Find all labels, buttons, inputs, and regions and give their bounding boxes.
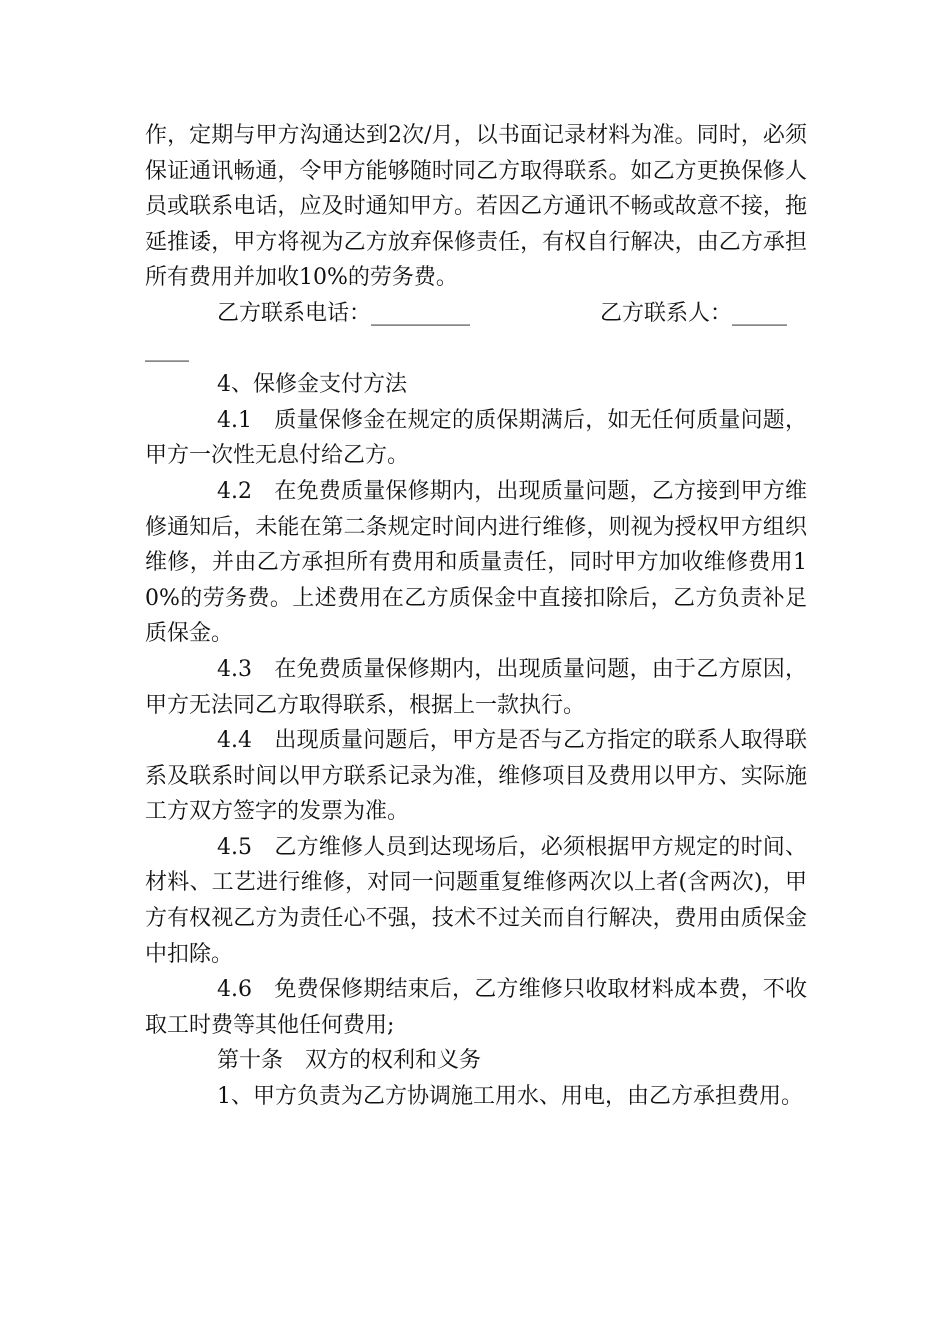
clause-4-3: 4.3 在免费质量保修期内，出现质量问题，由于乙方原因，甲方无法同乙方取得联系，根据上一款执行。 [145, 656, 807, 718]
clause-4-6: 4.6 免费保修期结束后，乙方维修只收取材料成本费，不收取工时费等其他任何费用; [145, 977, 807, 1038]
contact-line [145, 296, 807, 332]
clause-4-4: 4.4 出现质量问题后，甲方是否与乙方指定的联系人取得联系及联系时间以甲方联系记录为准，维修项目及费用以甲方、实际施工方双方签字的发票为准。 [145, 728, 807, 825]
section-heading-4: 4、保修金支付方法 [217, 372, 407, 398]
contact-person-field: 乙方联系人：_____ [600, 300, 788, 326]
paragraph-communication: 作，定期与甲方沟通达到2次/月，以书面记录材料为准。同时，必须保证通讯畅通，令甲方能够随时同乙方取得联系。如乙方更换保修人员或联系电话，应及时通知甲方。若因乙方通讯不畅或故意不接，拖延推诿，甲方将视为乙方放弃保修责任，有权自行解决，由乙方承担所有费用并加收10%的劳务费。 [145, 123, 807, 291]
clause-4-1: 4.1 质量保修金在规定的质保期满后，如无任何质量问题，甲方一次性无息付给乙方。 [145, 407, 807, 469]
article-10-clause-1: 1、甲方负责为乙方协调施工用水、用电，由乙方承担费用。 [217, 1084, 803, 1110]
contact-person-blank-continued: ____ [145, 336, 189, 362]
document-body [145, 118, 807, 1115]
article-10-heading: 第十条 双方的权利和义务 [217, 1048, 482, 1074]
contact-phone-field: 乙方联系电话：_________ [217, 300, 471, 326]
clause-4-2: 4.2 在免费质量保修期内，出现质量问题，乙方接到甲方维修通知后，未能在第二条规定时间内进行维修，则视为授权甲方组织维修，并由乙方承担所有费用和质量责任，同时甲方加收维修费用10%的劳务费。上述费用在乙方质保金中直接扣除后，乙方负责补足质保金。 [145, 478, 807, 647]
clause-4-5: 4.5 乙方维修人员到达现场后，必须根据甲方规定的时间、材料、工艺进行维修，对同一问题重复维修两次以上者(含两次)，甲方有权视乙方为责任心不强，技术不过关而自行解决，费用由质保金中扣除。 [145, 834, 807, 967]
